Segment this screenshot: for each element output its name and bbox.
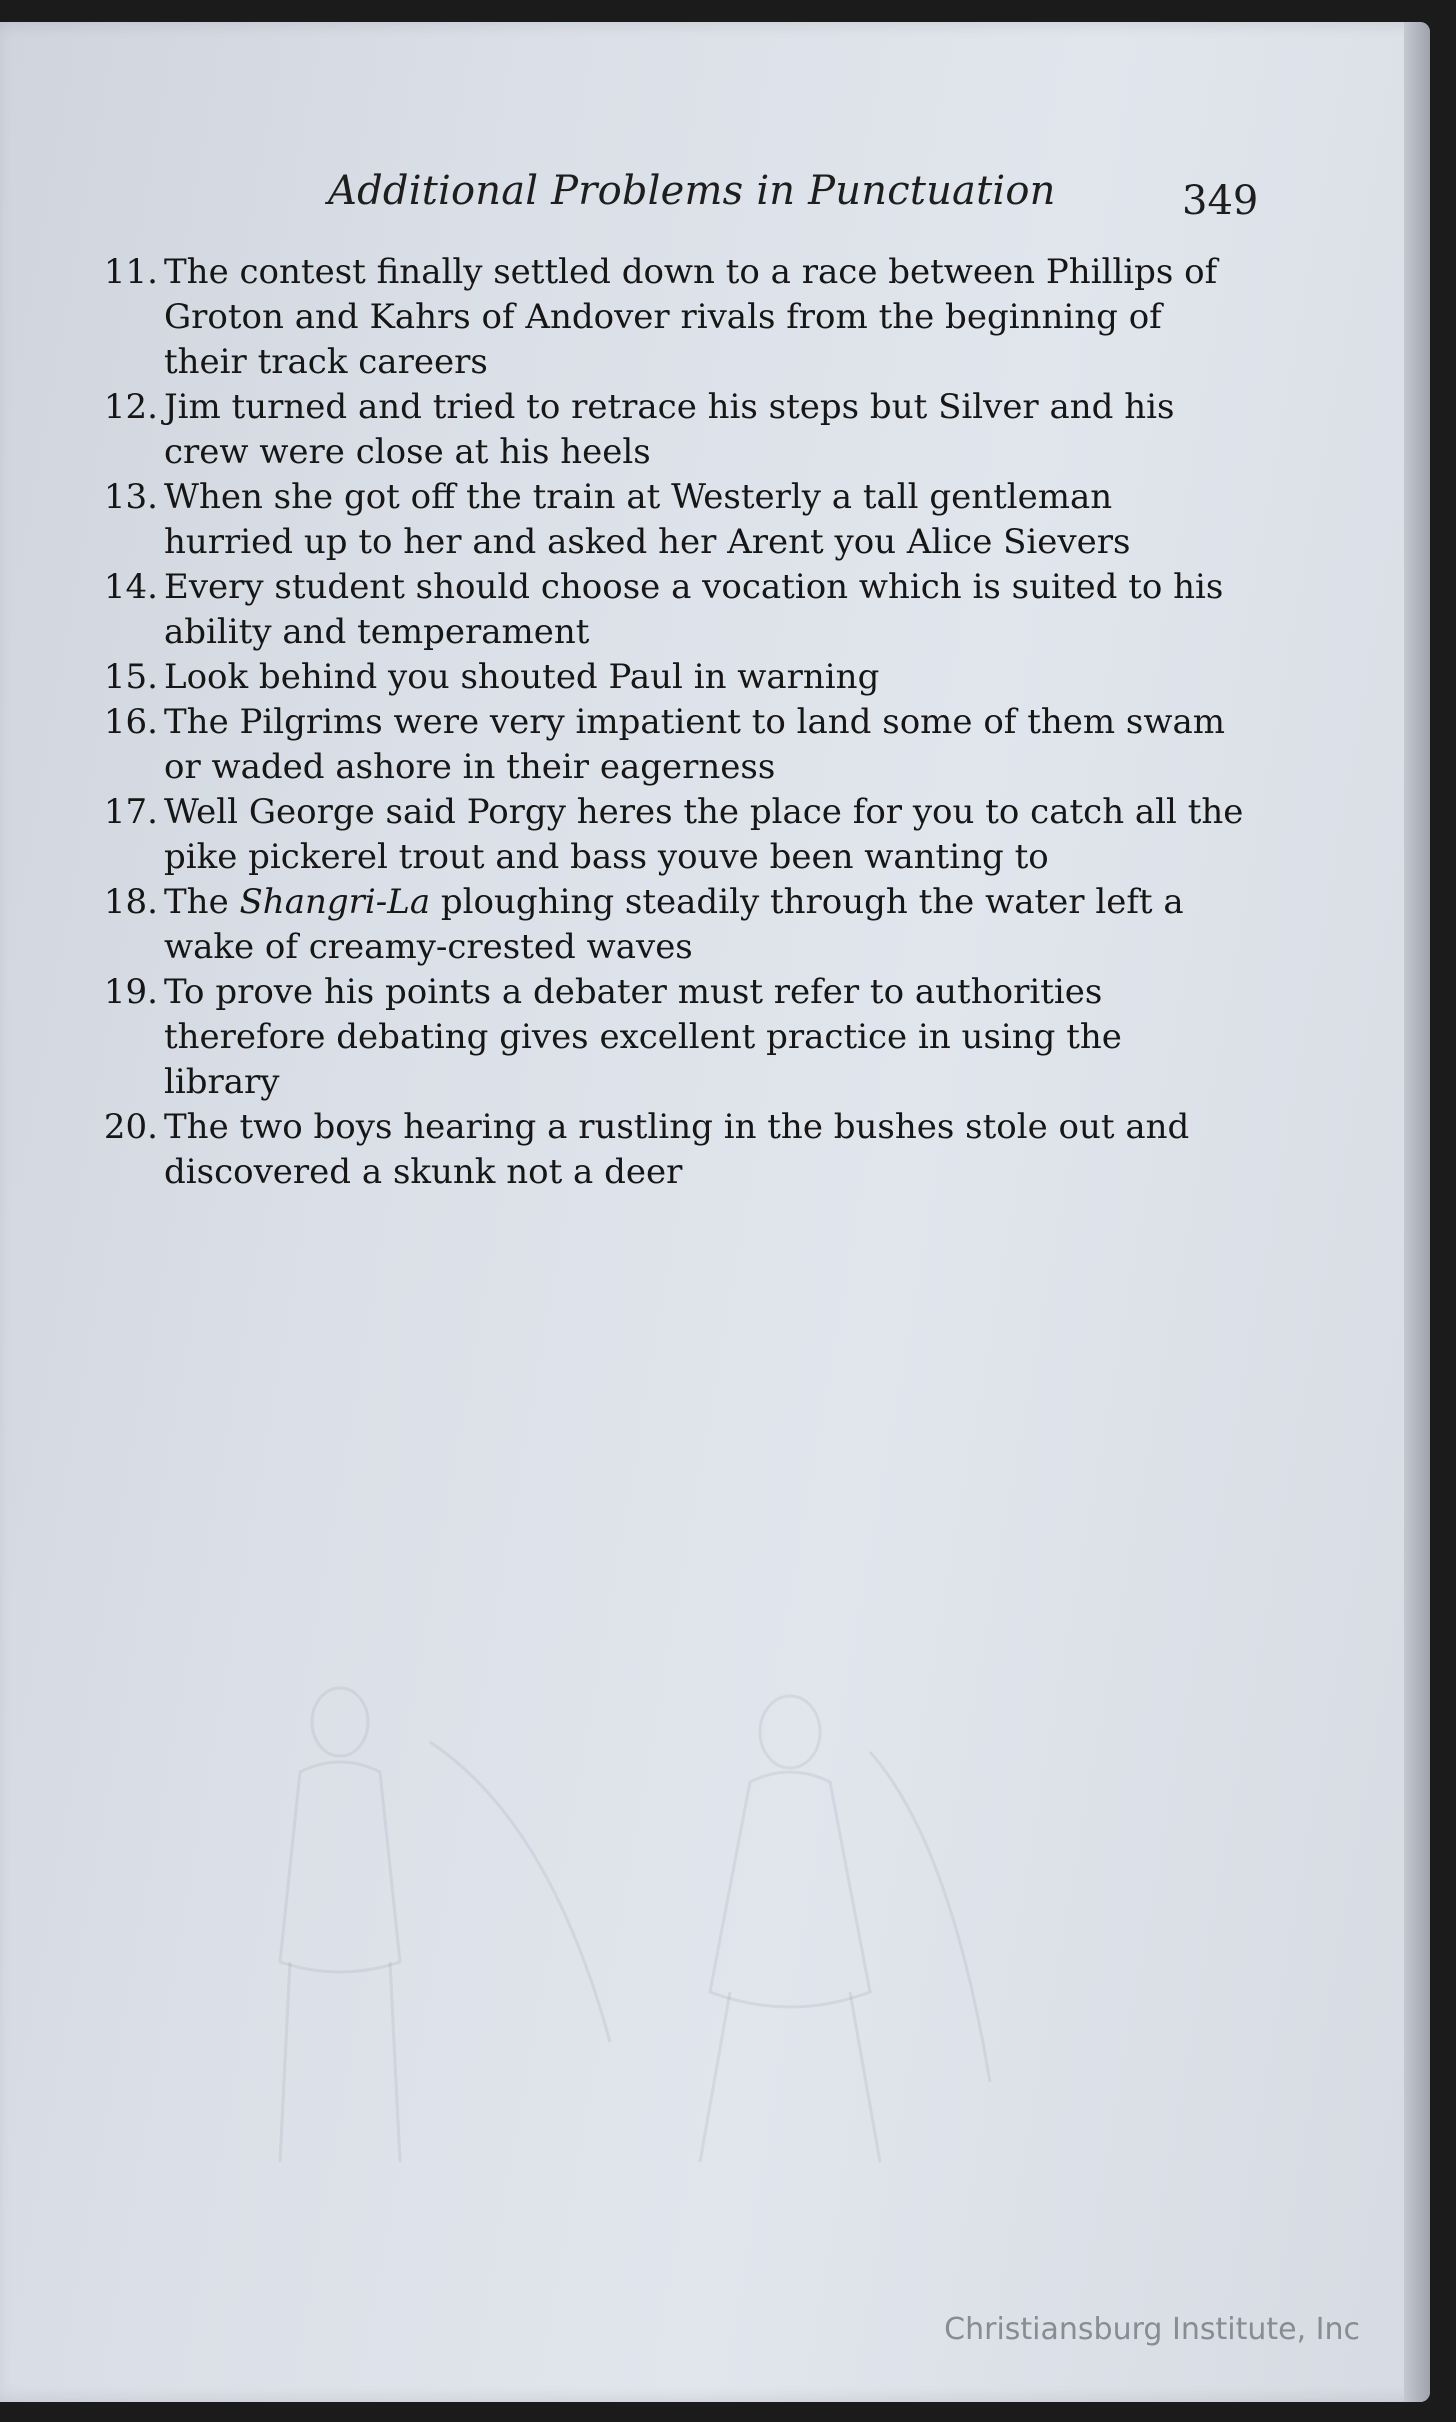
problem-number: 14. — [103, 567, 158, 607]
problem-item — [98, 700, 1248, 790]
problem-text: When she got off the train at Westerly a tall gentleman hurried up to her and asked her Arent you Alice Sievers — [164, 477, 1131, 562]
page-header — [0, 142, 1300, 222]
problem-item — [98, 475, 1248, 565]
problem-item — [98, 790, 1248, 880]
problem-number: 20. — [103, 1107, 158, 1147]
problem-number: 13. — [103, 477, 158, 517]
problem-number: 11. — [103, 252, 158, 292]
problem-text: Every student should choose a vocation which is suited to his ability and temperament — [164, 567, 1224, 652]
problem-number: 17. — [103, 792, 158, 832]
problem-item — [98, 250, 1248, 385]
bleed-through-illustration — [230, 1662, 1130, 2182]
problem-list — [98, 250, 1248, 1195]
problem-text: The contest finally settled down to a race between Phillips of Groton and Kahrs of Andover rivals from the beginning of their track careers — [164, 252, 1218, 382]
problem-text: The Pilgrims were very impatient to land some of them swam or waded ashore in their eagerness — [164, 702, 1225, 787]
problem-number: 15. — [103, 657, 158, 697]
page-edge — [1404, 22, 1430, 2402]
problem-text-start: The — [164, 882, 240, 922]
problem-text: Well George said Porgy heres the place for you to catch all the pike pickerel trout and bass youve been wanting to — [164, 792, 1244, 877]
problem-text: Jim turned and tried to retrace his steps but Silver and his crew were close at his heels — [164, 387, 1175, 472]
problem-item — [98, 385, 1248, 475]
problem-item — [98, 1105, 1248, 1195]
problem-number: 16. — [103, 702, 158, 742]
problem-number: 12. — [103, 387, 158, 427]
problem-item — [98, 655, 1248, 700]
running-title: Additional Problems in Punctuation — [328, 168, 1056, 214]
problem-number: 18. — [103, 882, 158, 922]
page-number: 349 — [1182, 178, 1259, 224]
problem-item — [98, 880, 1248, 970]
problem-item — [98, 565, 1248, 655]
problem-number: 19. — [103, 972, 158, 1012]
problem-text: Look behind you shouted Paul in warning — [164, 657, 880, 697]
ship-name: Shangri-La — [239, 882, 431, 922]
problem-text: To prove his points a debater must refer to authorities therefore debating gives excellent practice in using the library — [164, 972, 1122, 1102]
problem-text-end: ploughing steadily through the water left a wake of creamy-crested waves — [164, 882, 1184, 967]
problem-item — [98, 970, 1248, 1105]
problem-text: The two boys hearing a rustling in the bushes stole out and discovered a skunk not a deer — [164, 1107, 1190, 1192]
book-page — [0, 22, 1430, 2402]
watermark: Christiansburg Institute, Inc — [944, 2312, 1360, 2347]
